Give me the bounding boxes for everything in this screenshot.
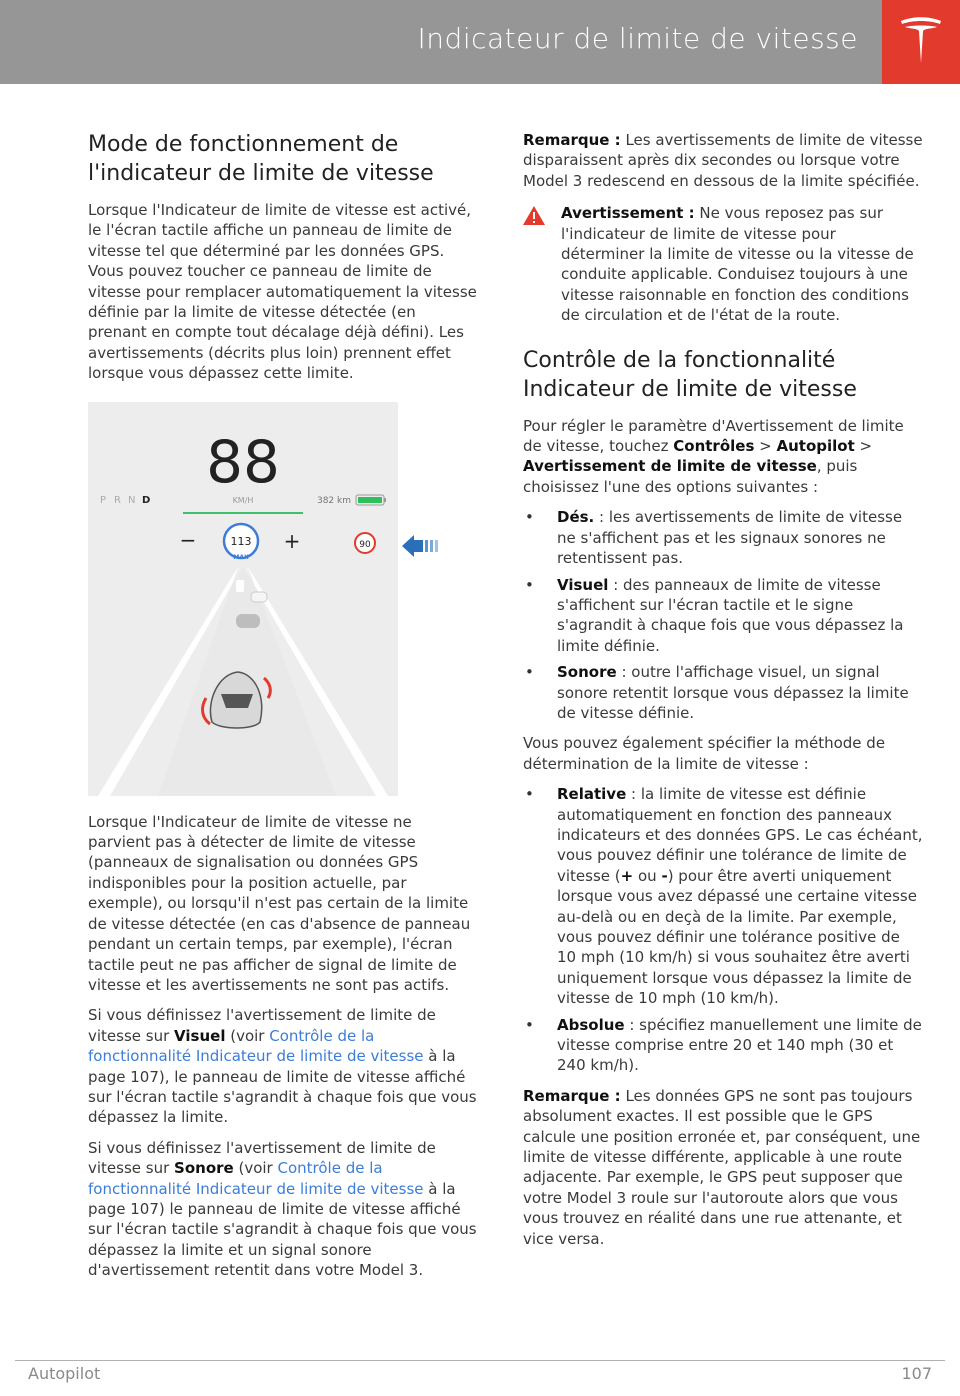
note: [523, 130, 923, 191]
paragraph-sound-setting: [88, 1138, 478, 1281]
list-item: [523, 784, 923, 1008]
paragraph: Vous pouvez également spécifier la méthode de détermination de la limite de vitesse :: [523, 734, 886, 773]
menu-path-warning: Avertissement de limite de vitesse: [523, 457, 817, 476]
speed-limit-sign[interactable]: [355, 533, 375, 553]
note-label: Remarque :: [523, 131, 621, 149]
right-column: [523, 130, 923, 1259]
footer-section-name: Autopilot: [28, 1364, 101, 1383]
range-readout: 382 km: [316, 495, 351, 506]
plus-button[interactable]: +: [283, 528, 301, 553]
option-text: ou: [633, 866, 662, 885]
list-item: [523, 507, 923, 568]
text-segment: Si vous définissez l'avertissement de limite de vitesse sur: [88, 1138, 436, 1178]
plus-symbol: +: [620, 866, 634, 885]
option-label: Visuel: [174, 1026, 226, 1045]
logo-box: [882, 0, 960, 84]
left-column: [88, 130, 478, 1291]
speed-unit: KM/H: [232, 495, 254, 505]
text-segment: à la page 107) le panneau de limite de vitesse affiché sur l'écran tactile s'agrandit à chaque fois que vous dépassez la limite et un signal sonore d'avertissement retentit dans votre Model 3.: [88, 1179, 477, 1280]
option-text: : outre l'affichage visuel, un signal sonore retentit lorsque vous dépassez la limite de vitesse définie.: [557, 663, 909, 722]
paragraph-visual-setting: [88, 1005, 478, 1127]
text-segment: (voir: [233, 1159, 278, 1178]
touchscreen-svg: [88, 402, 398, 796]
gear-p: P: [100, 494, 107, 506]
option-text: : spécifiez manuellement une limite de vitesse comprise entre 20 et 140 mph (30 et 240 km/h).: [557, 1015, 922, 1075]
touchscreen-illustration: [88, 402, 398, 796]
set-speed-value: 113: [230, 534, 252, 548]
lead-vehicle-far: [251, 592, 267, 602]
page-header: [0, 0, 960, 84]
warning-text: [561, 203, 923, 325]
option-label: Dés.: [557, 508, 595, 527]
warning-options-list: [523, 507, 923, 723]
warning-body: Ne vous reposez pas sur l'indicateur de limite de vitesse pour déterminer la limite de vitesse ou la vitesse de conduite applicable. Conduisez toujours à une vitesse raisonnable en fonction des conditions de circulation et de l'état de la route.: [561, 204, 914, 325]
text-segment: Si vous définissez l'avertissement de limite de vitesse sur: [88, 1006, 436, 1045]
note-text: Les avertissements de limite de vitesse disparaissent après dix secondes ou lorsque votre Model 3 redescend en dessous de la limite spécifiée.: [523, 131, 923, 190]
note: [523, 1086, 923, 1249]
option-text: : les avertissements de limite de vitesse ne s'affichent pas et les signaux sonores ne retentissent pas.: [557, 508, 903, 568]
note-text: Les données GPS ne sont pas toujours absolument exactes. Il est possible que le GPS calcule une position erronée et, par conséquent, une limite de vitesse différente, applicable à une route adjacente. Par exemple, le GPS peut supposer que votre Model 3 roule sur l'autoroute alors que vous vous trouvez en réalité dans une rue attenante, et vice versa.: [523, 1086, 921, 1248]
text-segment: Pour régler le paramètre d'Avertissement de limite de vitesse, touchez: [523, 416, 904, 456]
paragraph: Lorsque l'Indicateur de limite de vitesse est activé, le l'écran tactile affiche un panneau de limite de vitesse tel que déterminé par les données GPS. Vous pouvez toucher ce panneau de limite de vitesse pour remplacer automatiquement la vitesse définie par la limite de vitesse détectée (en prenant en compte tout décalage déjà défini). Les avertissements (décrits plus loin) prennent effet lorsque vous dépassez cette limite.: [88, 201, 477, 383]
menu-path-autopilot: Autopilot: [776, 437, 855, 456]
footer-page-number: 107: [901, 1364, 932, 1383]
minus-symbol: -: [661, 866, 668, 885]
gear-d: D: [142, 494, 151, 506]
section-heading-control: Contrôle de la fonctionnalité Indicateur de limite de vitesse: [523, 347, 857, 402]
menu-path-controls: Contrôles: [673, 437, 755, 456]
list-item: [523, 575, 923, 657]
option-text: : des panneaux de limite de vitesse s'affichent sur l'écran tactile et le signe s'agrandit à chaque fois que vous dépassez la limite définie.: [557, 575, 904, 655]
list-item: [523, 662, 923, 723]
callout-arrow-icon: [402, 533, 442, 559]
warning-icon: [523, 203, 561, 325]
option-text: ) pour être averti uniquement lorsque vous avez dépassé une certaine vitesse au-delà ou en deçà de la limite. Par exemple, vous pouvez définir une tolérance positive de 10 mph (10 km/h) si vous souhaitez être averti uniquement lorsque vous dépassez la limite de vitesse de 10 mph (10 km/h).: [557, 866, 917, 1008]
gear-r: R: [114, 494, 121, 506]
option-label: Sonore: [557, 663, 617, 682]
option-label: Absolue: [557, 1015, 625, 1034]
minus-button[interactable]: −: [179, 527, 197, 552]
warning-block: [523, 203, 923, 325]
paragraph-settings-path: [523, 416, 923, 498]
speed-readout: 88: [206, 427, 280, 496]
text-segment: à la page 107), le panneau de limite de vitesse affiché sur l'écran tactile s'agrandit à chaque fois que vous dépassez la limite.: [88, 1047, 477, 1127]
text-segment: , puis choisissez l'une des options suivantes :: [523, 457, 858, 496]
option-label: Relative: [557, 785, 627, 804]
page-title: Indicateur de limite de vitesse: [417, 22, 858, 55]
warning-label: Avertissement :: [561, 204, 695, 223]
text-segment: >: [754, 437, 777, 456]
paragraph: Lorsque l'Indicateur de limite de vitesse ne parvient pas à détecter de limite de vitesse (panneaux de signalisation ou données GPS indisponibles pour la position actuelle, par exemple), ou lorsqu'il n'est pas certain de la limite de vitesse détectée (en cas d'absence de panneau pendant un certain temps, par exemple), l'écran tactile peut ne pas afficher de signal de limite de vitesse et les avertissements ne sont pas actifs.: [88, 812, 471, 994]
option-label: Sonore: [174, 1159, 234, 1178]
text-segment: >: [854, 437, 873, 456]
cross-reference-link[interactable]: Contrôle de la fonctionnalité Indicateur de limite de vitesse: [88, 1159, 424, 1198]
method-options-list: [523, 784, 923, 1076]
tesla-logo-icon: [899, 17, 943, 67]
max-label: MAX: [233, 553, 249, 561]
lead-vehicle-near: [236, 614, 260, 628]
text-segment: (voir: [225, 1026, 270, 1045]
section-heading-mode: Mode de fonctionnement de l'indicateur de limite de vitesse: [88, 132, 434, 186]
cross-reference-link[interactable]: Contrôle de la fonctionnalité Indicateur de limite de vitesse: [88, 1026, 424, 1066]
list-item: [523, 1015, 923, 1076]
gear-n: N: [128, 494, 136, 506]
option-text: : la limite de vitesse est définie automatiquement en fonction des panneaux indicateurs et des données GPS. Le cas échéant, vous pouvez définir une tolérance de limite de vitesse (: [557, 785, 923, 885]
footer-divider: [15, 1360, 945, 1361]
speed-limit-value: 90: [359, 539, 371, 550]
option-label: Visuel: [557, 575, 609, 594]
note-label: Remarque :: [523, 1086, 621, 1105]
